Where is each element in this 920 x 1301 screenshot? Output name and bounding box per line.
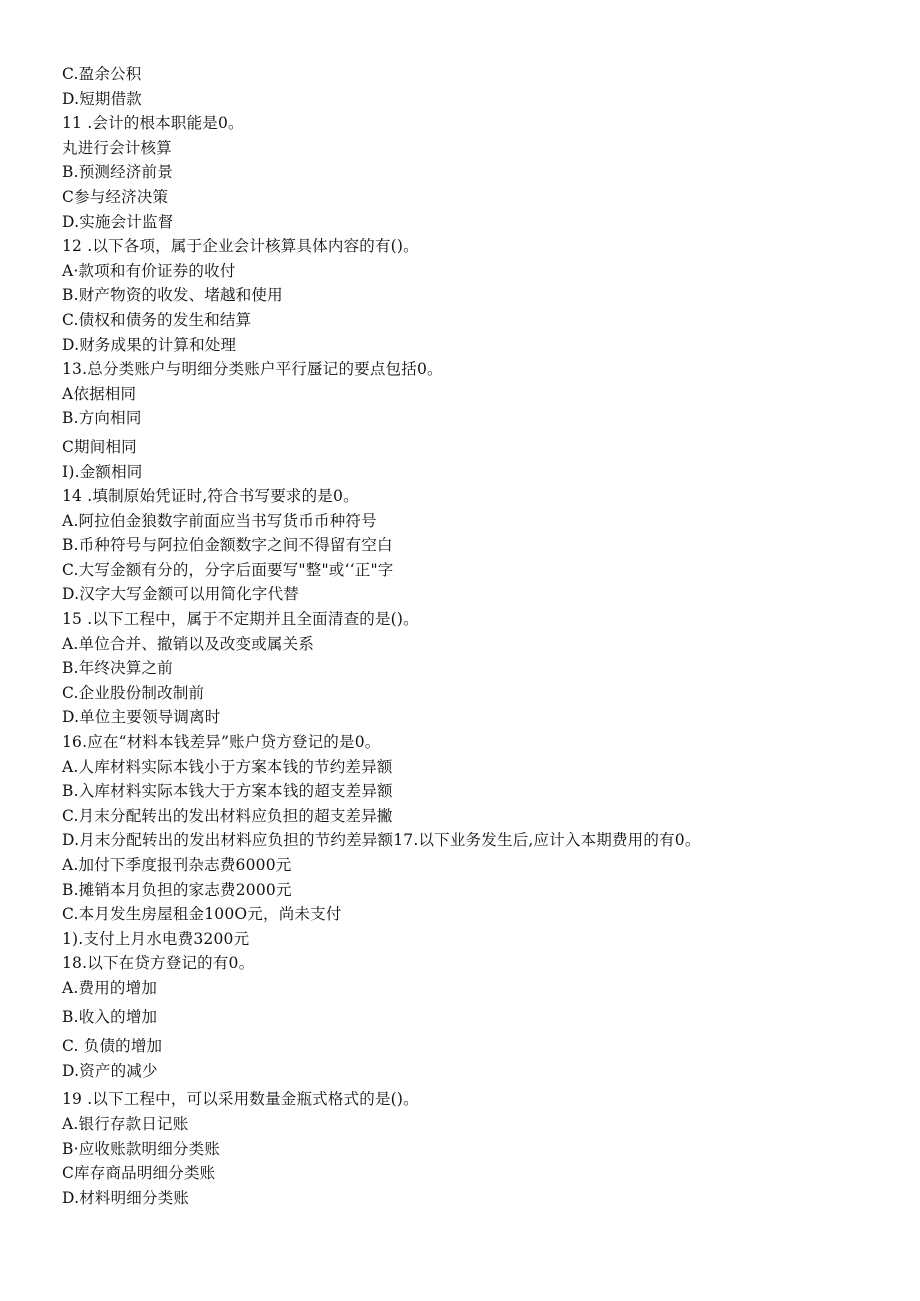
option-line: C.本月发生房屋租金100O元，尚未支付 xyxy=(62,905,342,924)
question-line: 19 .以下工程中，可以采用数量金瓶式格式的是()。 xyxy=(62,1090,419,1109)
option-line: C.大写金额有分的，分字后面要写"整"或‘‘正"字 xyxy=(62,560,394,579)
question-line: 11 .会计的根本职能是0。 xyxy=(62,114,244,133)
option-line: A.费用的增加 xyxy=(62,978,158,997)
option-line: A.加付下季度报刊杂志费6000元 xyxy=(62,856,292,874)
option-line: C.债权和债务的发生和结算 xyxy=(62,310,252,329)
option-line: A.单位合并、撤销以及改变或属关系 xyxy=(62,634,315,653)
option-line: C库存商品明细分类账 xyxy=(62,1164,216,1183)
option-line: C期间相同 xyxy=(62,437,137,456)
option-line: A依据相同 xyxy=(62,384,137,403)
option-line: B.入库材料实际本钱大于方案本钱的超支差异额 xyxy=(62,782,393,801)
option-line: D.短期借款 xyxy=(62,89,143,108)
option-line: C参与经济决策 xyxy=(62,187,169,206)
question-line: 18.以下在贷方登记的有0。 xyxy=(62,954,255,973)
document-page xyxy=(62,62,882,1210)
option-line: D.财务成果的计算和处理 xyxy=(62,335,237,354)
option-line: D.实施会计监督 xyxy=(62,212,174,231)
option-line: 1).支付上月水电费3200元 xyxy=(62,929,250,948)
question-line: 16.应在“材料本钱差异”账户贷方登记的是0。 xyxy=(62,733,381,752)
option-line: C.月末分配转出的发出材料应负担的超支差异撇 xyxy=(62,806,393,825)
option-line: A.人库材料实际本钱小于方案本钱的节约差异额 xyxy=(62,757,393,776)
option-line: B·应收账款明细分类账 xyxy=(62,1139,221,1158)
option-line: A.阿拉伯金狼数字前面应当书写货币币种符号 xyxy=(62,511,377,530)
option-line: I).金额相同 xyxy=(62,462,143,481)
option-line: B.摊销本月负担的家志费2000元 xyxy=(62,880,292,899)
question-line: 12 .以下各项，属于企业会计核算具体内容的有()。 xyxy=(62,237,419,256)
question-line: 15 .以下工程中，属于不定期并且全面清查的是()。 xyxy=(62,610,419,629)
option-line: B.方向相同 xyxy=(62,409,142,428)
option-line: D.单位主要领导调离时 xyxy=(62,708,221,727)
option-line: D.资产的减少 xyxy=(62,1061,158,1080)
option-line: C. 负债的增加 xyxy=(62,1037,163,1056)
option-line: B.币种符号与阿拉伯金额数字之间不得留有空白 xyxy=(62,536,393,555)
option-line: C.企业股份制改制前 xyxy=(62,683,205,702)
option-line: D.月末分配转出的发出材料应负担的节约差异额17.以下业务发生后,应计入本期费用的有0。 xyxy=(62,831,701,850)
option-line: B.财产物资的收发、堵越和使用 xyxy=(62,286,283,305)
option-line: 丸进行会计核算 xyxy=(62,138,172,157)
option-line: B.预测经济前景 xyxy=(62,163,173,182)
option-line: C.盈余公积 xyxy=(62,65,142,83)
option-line: D.汉字大写金额可以用简化字代替 xyxy=(62,585,300,604)
question-line: 13.总分类账户与明细分类账户平行蜃记的要点包括0。 xyxy=(62,360,443,379)
option-line: A.银行存款日记账 xyxy=(62,1114,189,1133)
option-line: D.材料明细分类账 xyxy=(62,1188,190,1207)
option-line: B.收入的增加 xyxy=(62,1007,158,1026)
option-line: A·款项和有价证券的收付 xyxy=(62,261,236,280)
question-line: 14 .填制原始凭证时,符合书写要求的是0。 xyxy=(62,487,359,506)
option-line: B.年终决算之前 xyxy=(62,659,173,678)
